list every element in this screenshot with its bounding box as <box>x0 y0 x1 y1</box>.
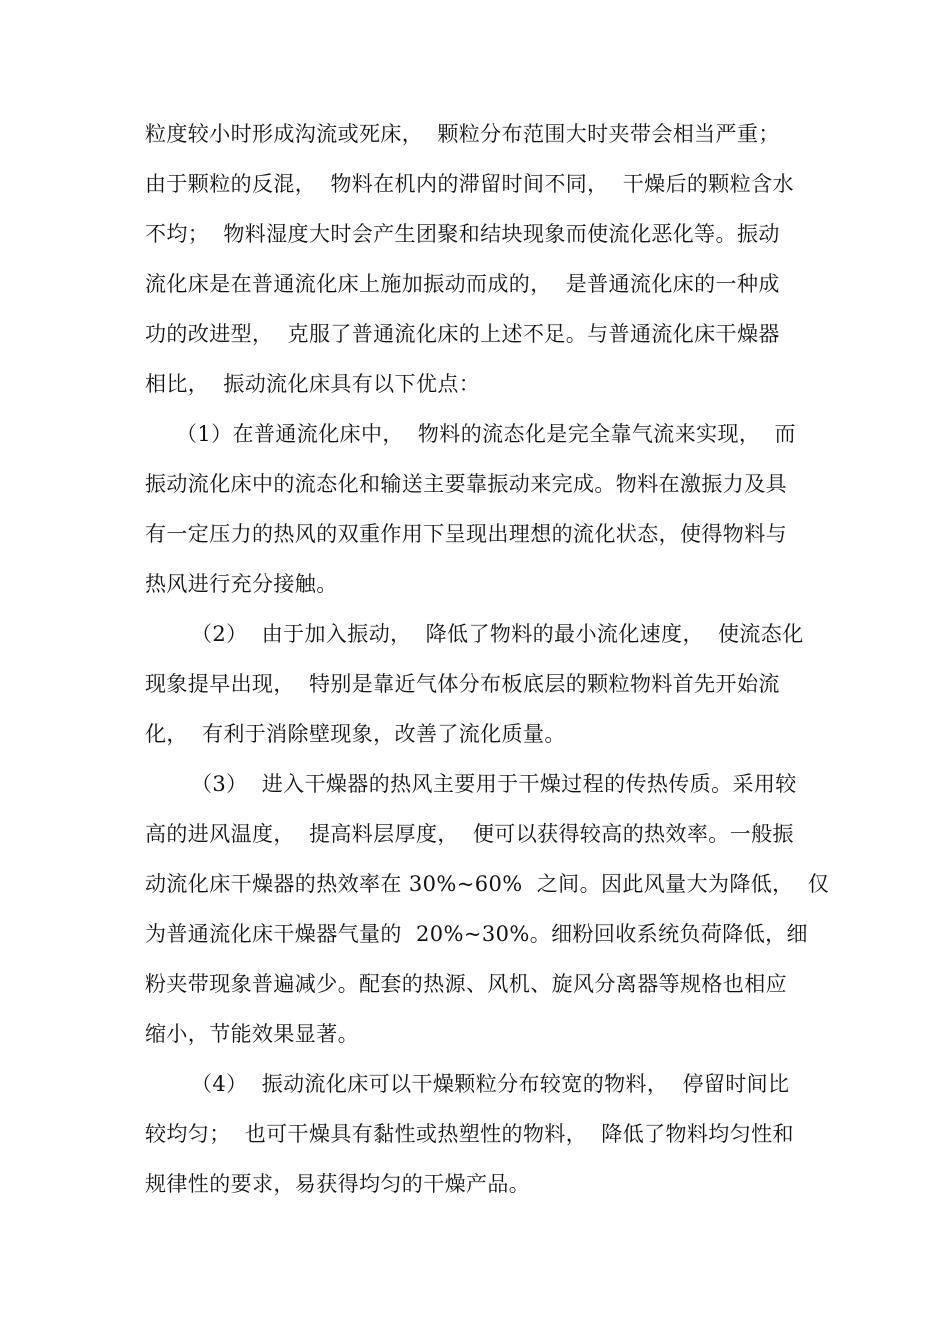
numbered-item-1-first-line: （1）在普通流化床中， 物料的流态化是完全靠气流来实现， 而 <box>176 422 796 446</box>
text-line: 规律性的要求，易获得均匀的干燥产品。 <box>145 1172 531 1196</box>
text-line: 缩小，节能效果显著。 <box>145 1022 359 1046</box>
text-line: 有一定压力的热风的双重作用下呈现出理想的流化状态，使得物料与 <box>145 522 787 546</box>
text-line: 现象提早出现， 特别是靠近气体分布板底层的颗粒物料首先开始流 <box>145 672 780 696</box>
numbered-item-3-first-line: （3） 进入干燥器的热风主要用于干燥过程的传热传质。采用较 <box>191 772 797 796</box>
text-line: 流化床是在普通流化床上施加振动而成的， 是普通流化床的一种成 <box>145 272 780 296</box>
text-line: 由于颗粒的反混， 物料在机内的滞留时间不同， 干燥后的颗粒含水 <box>145 172 794 196</box>
text-line: 振动流化床中的流态化和输送主要靠振动来完成。物料在激振力及具 <box>145 472 787 496</box>
text-line: 动流化床干燥器的热效率在 30%~60% 之间。因此风量大为降低， 仅 <box>145 872 830 896</box>
text-line: 相比， 振动流化床具有以下优点： <box>145 372 481 396</box>
text-line: 功的改进型， 克服了普通流化床的上述不足。与普通流化床干燥器 <box>145 322 780 346</box>
text-line: 不均； 物料湿度大时会产生团聚和结块现象而使流化恶化等。振动 <box>145 222 780 246</box>
text-line: 为普通流化床干燥器气量的 20%~30%。细粉回收系统负荷降低，细 <box>145 922 808 946</box>
numbered-item-4-first-line: （4） 振动流化床可以干燥颗粒分布较宽的物料， 停留时间比 <box>191 1072 790 1096</box>
text-line: 高的进风温度， 提高料层厚度， 便可以获得较高的热效率。一般振 <box>145 822 794 846</box>
text-line: 较均匀； 也可干燥具有黏性或热塑性的物料， 降低了物料均匀性和 <box>145 1122 794 1146</box>
numbered-item-2-first-line: （2） 由于加入振动， 降低了物料的最小流化速度， 使流态化 <box>191 622 804 646</box>
text-line: 化， 有利于消除壁现象，改善了流化质量。 <box>145 722 566 746</box>
text-line: 热风进行充分接触。 <box>145 572 338 596</box>
text-line: 粒度较小时形成沟流或死床， 颗粒分布范围大时夹带会相当严重； <box>145 122 780 146</box>
text-line: 粉夹带现象普遍减少。配套的热源、风机、旋风分离器等规格也相应 <box>145 972 787 996</box>
